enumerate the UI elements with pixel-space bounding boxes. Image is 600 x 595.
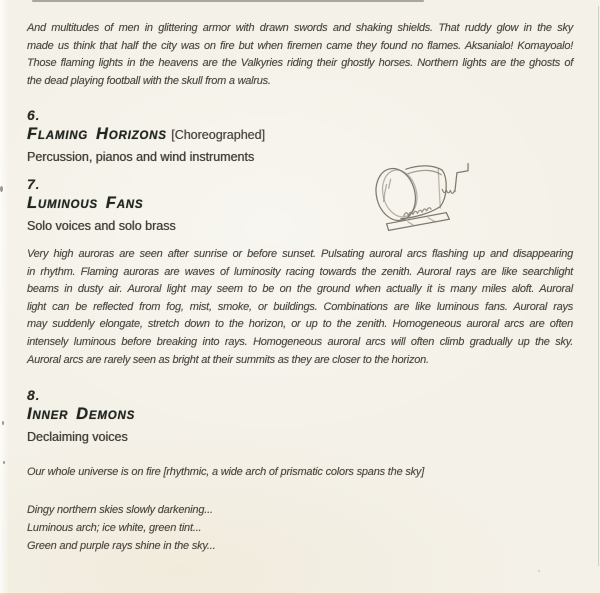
track-instrumentation: Percussion, pianos and wind instruments	[27, 150, 255, 164]
text-line: in rhythm. Flaming auroras are waves of luminosity racing towards the zenith. Auroral rays are like searchlight	[27, 265, 573, 278]
track-6	[27, 107, 573, 165]
track-title: LUMINOUS FANS	[27, 194, 144, 212]
track-number: 7.	[27, 176, 41, 192]
scan-speck	[0, 186, 3, 192]
track-title: FLAMING HORIZONS	[27, 125, 167, 143]
text-line: Our whole universe is on fire [rhythmic, a wide arch of prismatic colors spans the sky]	[27, 466, 425, 478]
description-paragraph	[27, 246, 573, 369]
scan-speck	[538, 570, 540, 572]
text-line: Luminous arch; ice white, green tint...	[27, 522, 202, 534]
text-line: intensely luminous before breaking into rays. Homogeneous auroral arcs will often climb gradually up the sky.	[27, 335, 573, 348]
text-line: Dingy northern skies slowly darkening...	[27, 504, 213, 516]
track-number: 6.	[27, 107, 41, 123]
track-instrumentation: Declaiming voices	[27, 430, 128, 444]
track-annotation: [Choreographed]	[171, 128, 266, 142]
scan-edge-highlight	[0, 0, 9, 595]
text-line: Very high auroras are seen after sunrise or before sunset. Pulsating auroral arcs flashing up and disappearing	[27, 248, 573, 260]
scan-line-top	[32, 0, 424, 2]
text-line: Those flaming lights in the heavens are the Valkyries riding their ghostly horses. Northern lights are the ghosts of	[27, 57, 573, 70]
text-line: may suddenly elongate, stretch down to the horizon, or up to the zenith. Homogeneous auroral arcs are often	[27, 318, 573, 331]
text-line: made us think that half the city was on fire but when firemen came they found no flames. Aksanialo! Komayoalo!	[27, 39, 573, 52]
text-line: And multitudes of men in glittering armor with drawn swords and shaking shields. That ruddy glow in the sky	[27, 22, 573, 34]
text-line: the dead playing football with the skull from a walrus.	[27, 74, 271, 87]
track-8	[27, 387, 573, 445]
scan-speck	[2, 421, 4, 425]
text-line: Green and purple rays shine in the sky...	[27, 540, 216, 552]
text-line: beams in dusty air. Auroral light may seem to be on the ground when actually it is many miles aloft. Auroral	[27, 283, 573, 296]
track-number: 8.	[27, 387, 41, 403]
scan-line-right	[598, 6, 599, 566]
scan-speck	[3, 461, 5, 464]
drum-sketch-icon	[369, 154, 471, 240]
track-title: INNER DEMONS	[27, 405, 136, 423]
track-7	[27, 176, 573, 234]
text-line: light can be reflected from fog, mist, smoke, or buildings. Combinations are like luminous fans. Auroral rays	[27, 300, 573, 313]
lyric-verse	[27, 501, 573, 555]
text-line: Auroral arcs are rarely seen as bright at their summits as they are closer to the horizon.	[27, 353, 429, 366]
lyric-intro-line	[27, 463, 573, 481]
intro-paragraph	[27, 20, 573, 90]
track-instrumentation: Solo voices and solo brass	[27, 219, 176, 233]
